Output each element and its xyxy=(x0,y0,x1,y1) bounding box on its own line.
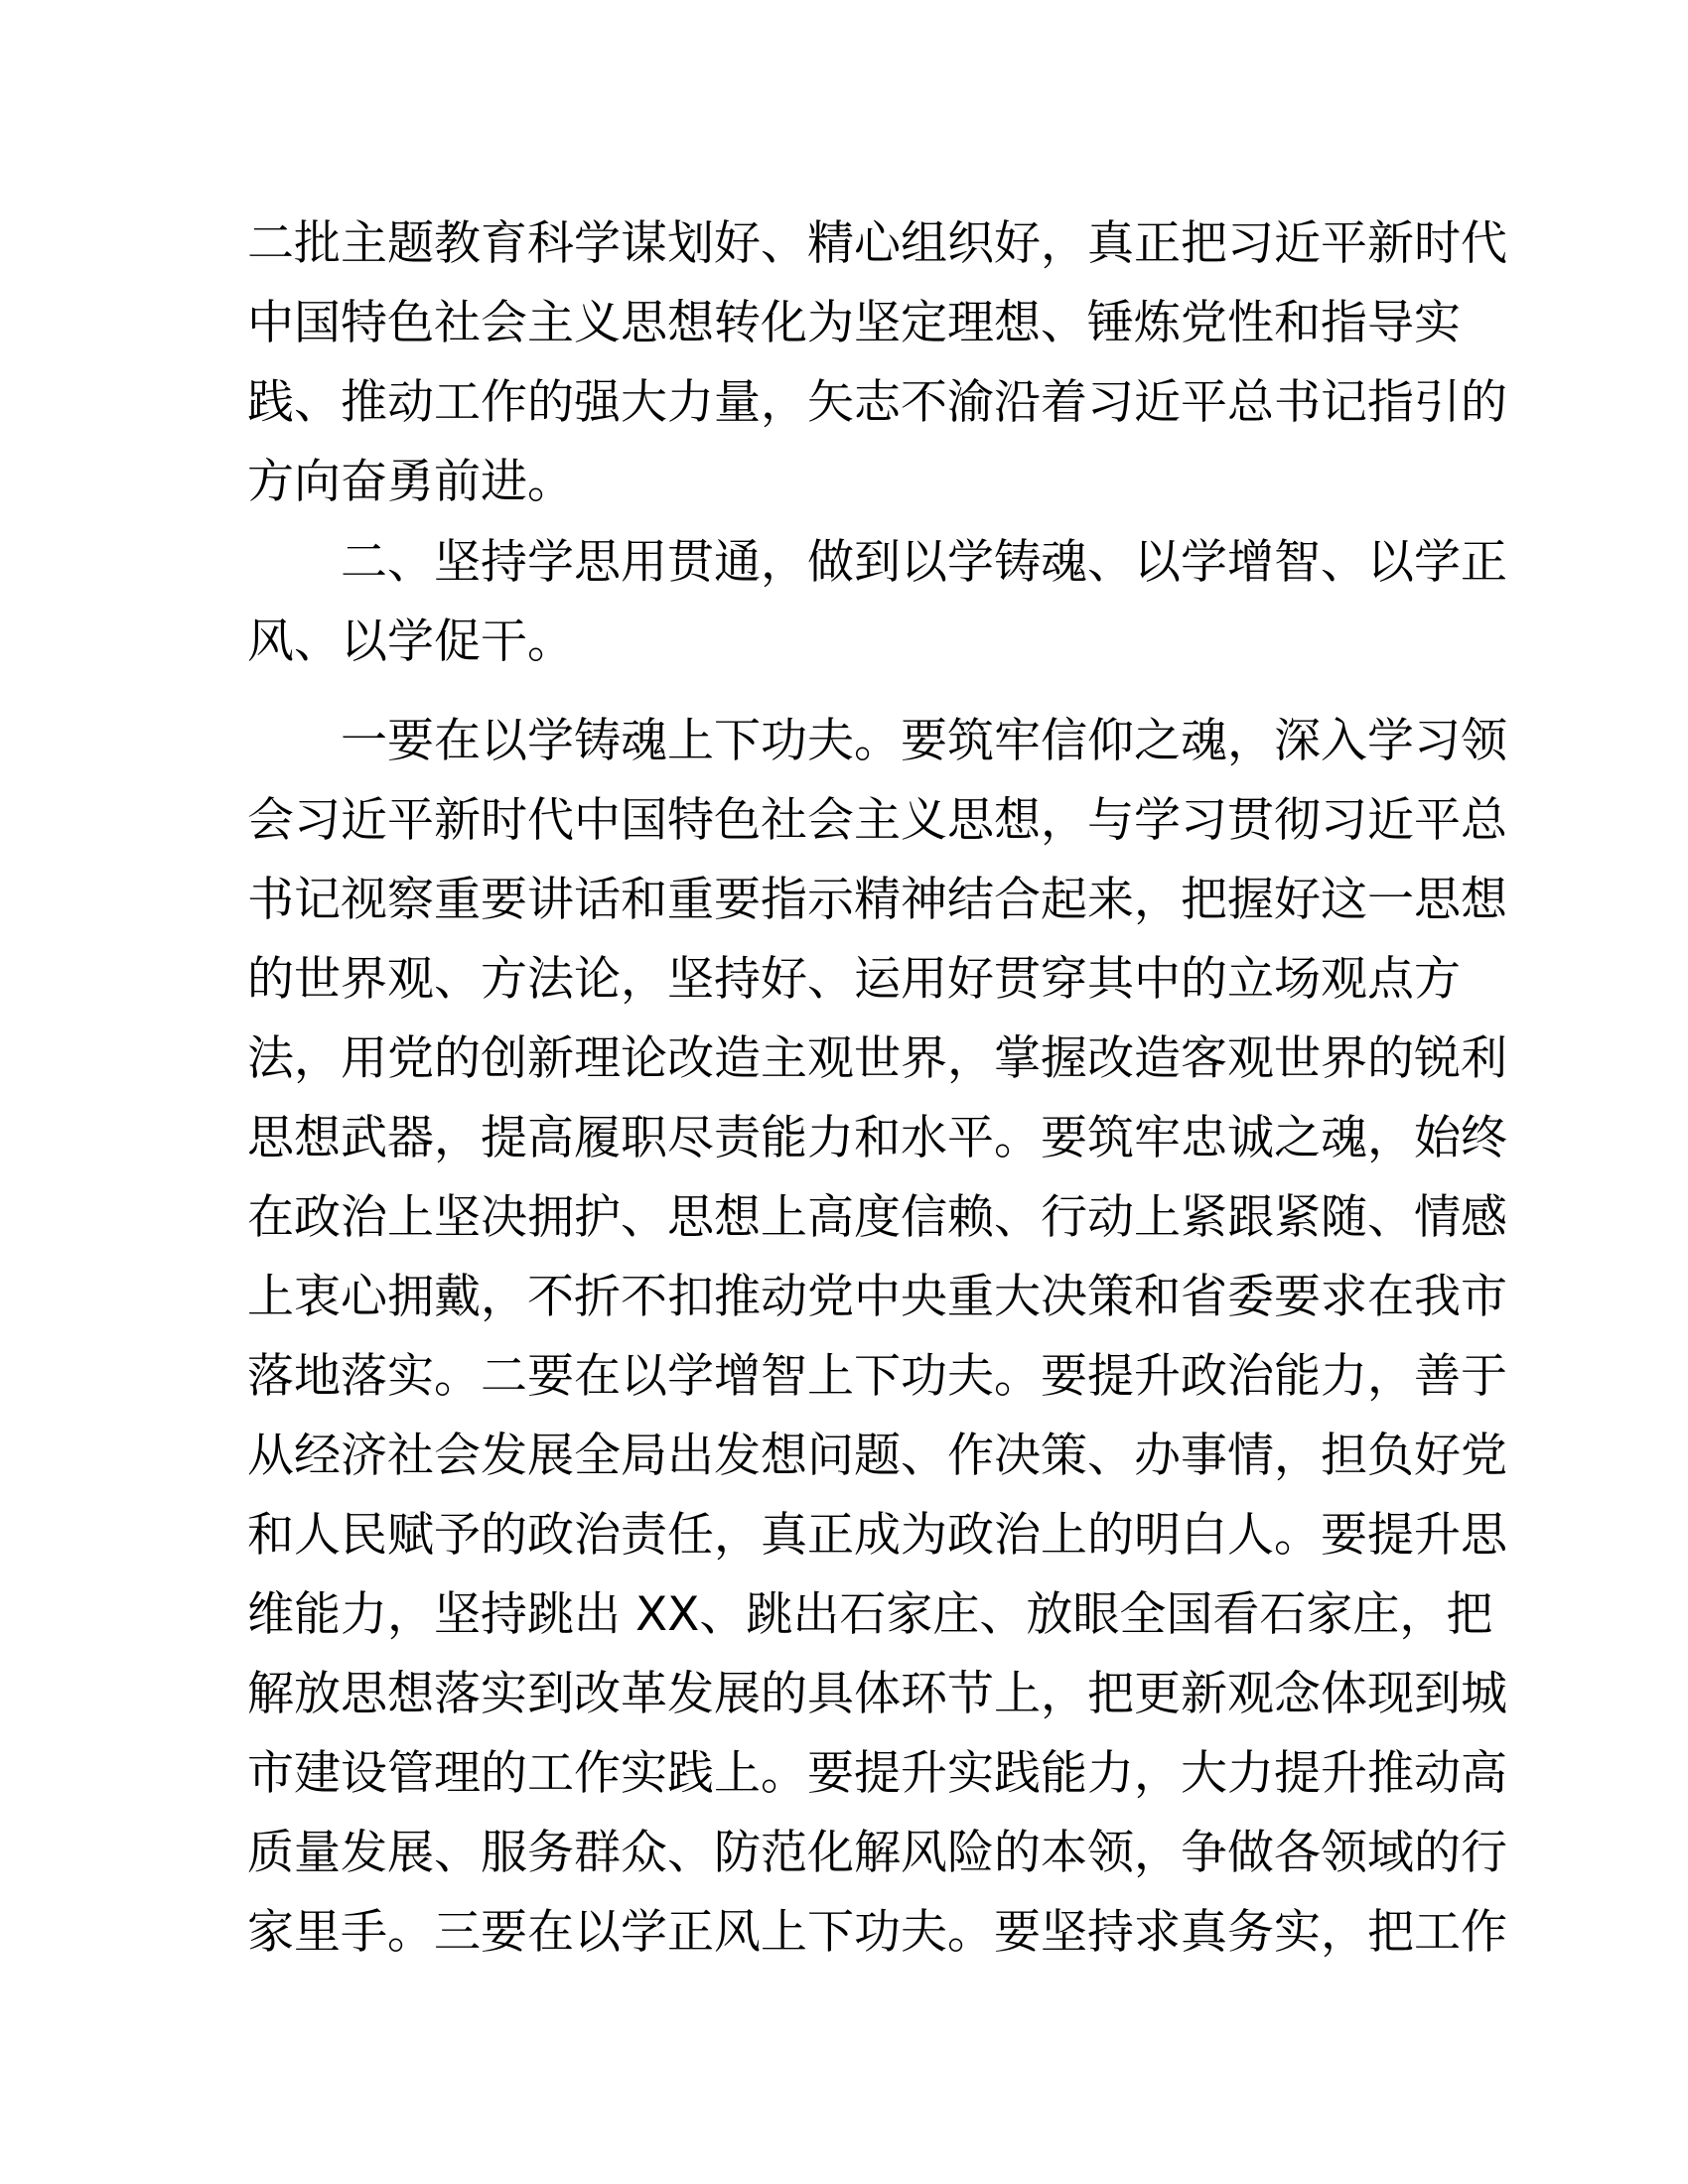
text-line: 上衷心拥戴，不折不扣推动党中央重大决策和省委要求在我市 xyxy=(247,1270,1507,1324)
text-line: 的世界观、方法论，坚持好、运用好贯穿其中的立场观点方 xyxy=(247,952,1461,1007)
text-line: 家里手。三要在以学正风上下功夫。要坚持求真务实，把工作 xyxy=(247,1905,1507,1960)
text-line: 二批主题教育科学谋划好、精心组织好，真正把习近平新时代 xyxy=(247,216,1507,271)
text-line: 落地落实。二要在以学增智上下功夫。要提升政治能力，善于 xyxy=(247,1349,1507,1404)
heading-line: 二、坚持学思用贯通，做到以学铸魂、以学增智、以学正 xyxy=(341,535,1507,590)
text-line: 从经济社会发展全局出发想问题、作决策、办事情，担负好党 xyxy=(247,1429,1507,1483)
text-line: 会习近平新时代中国特色社会主义思想，与学习贯彻习近平总 xyxy=(247,793,1507,848)
text-line: 法，用党的创新理论改造主观世界，掌握改造客观世界的锐利 xyxy=(247,1031,1507,1086)
text-line: 中国特色社会主义思想转化为坚定理想、锤炼党性和指导实 xyxy=(247,296,1461,350)
text-line: 践、推动工作的强大力量，矢志不渝沿着习近平总书记指引的 xyxy=(247,375,1507,430)
text-line: 方向奋勇前进。 xyxy=(247,455,574,509)
text-line: 维能力，坚持跳出 XX、跳出石家庄、放眼全国看石家庄，把 xyxy=(247,1587,1493,1642)
heading-line: 风、以学促干。 xyxy=(247,614,574,669)
text-line: 解放思想落实到改革发展的具体环节上，把更新观念体现到城 xyxy=(247,1667,1507,1721)
paragraph-continuation xyxy=(247,205,1507,522)
text-line: 一要在以学铸魂上下功夫。要筑牢信仰之魂，深入学习领 xyxy=(341,714,1507,768)
text-line: 书记视察重要讲话和重要指示精神结合起来，把握好这一思想 xyxy=(247,873,1507,927)
text-line: 和人民赋予的政治责任，真正成为政治上的明白人。要提升思 xyxy=(247,1508,1507,1563)
text-line: 质量发展、服务群众、防范化解风险的本领，争做各领域的行 xyxy=(247,1826,1507,1880)
section-heading-two xyxy=(247,523,1507,682)
text-line: 市建设管理的工作实践上。要提升实践能力，大力提升推动高 xyxy=(247,1746,1507,1801)
text-line: 在政治上坚决拥护、思想上高度信赖、行动上紧跟紧随、情感 xyxy=(247,1190,1507,1245)
text-line: 思想武器，提高履职尽责能力和水平。要筑牢忠诚之魂，始终 xyxy=(247,1111,1507,1165)
paragraph-body xyxy=(247,702,1507,1973)
